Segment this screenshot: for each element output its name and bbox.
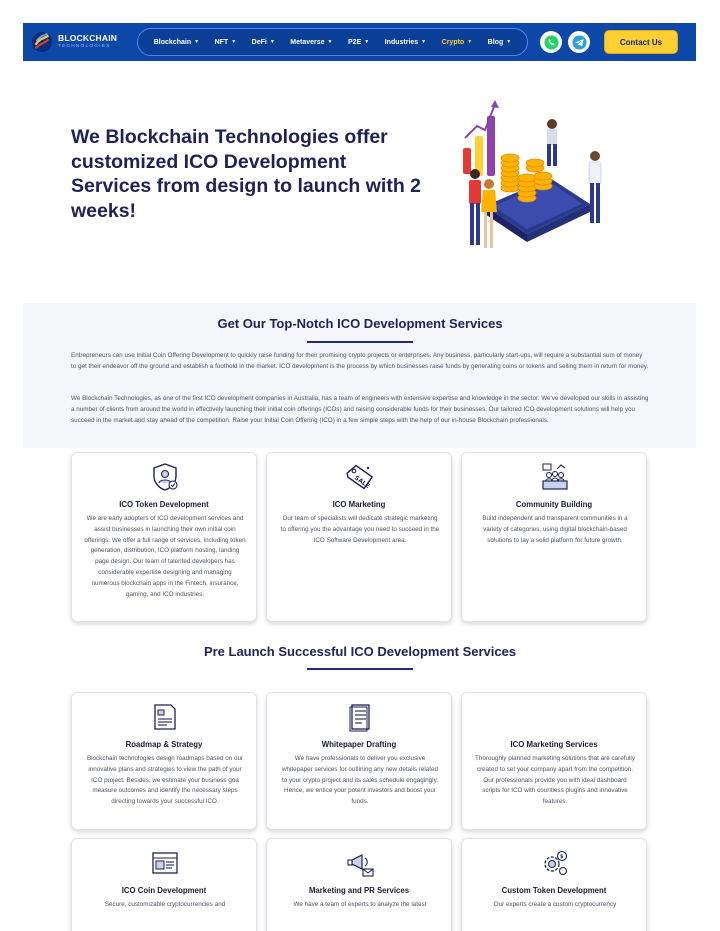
site-logo[interactable] xyxy=(31,31,131,53)
community-icon xyxy=(539,461,571,493)
card-description: Thoroughly planned marketing solutions that are carefully created to set your company apart from the competition. Our professionals provide you with ideal dashboard scripts for ICO with countless plugins and innovative features. xyxy=(475,755,635,806)
card-description: We are early adopters of ICO development services and assist businesses in launching their own initial coin offerings. We offer a full range of services, including token generation, distribution, ICO platform hosting, landing page design. Our team of talented developers has considerable expertise designing and managing numerous blockchain apps in the Fintech, insurance, gaming, and ICO industries. xyxy=(84,515,246,598)
hero-illustration xyxy=(455,96,610,256)
shield-user-icon xyxy=(149,461,181,493)
social-links xyxy=(540,31,590,53)
card-ico-marketing[interactable] xyxy=(266,452,452,622)
megaphone-icon xyxy=(344,847,376,879)
services-company-paragraph: We Blockchain Technologies, as one of the first ICO development companies in Australia, has a team of engineers with extensive expertise and knowledge in the sector. We've developed our skills in assisting a number of clients from around the world in effectively launching their initial coin offerings (ICOs) and raising considerable funds for their businesses. Our tailored ICO development solutions will help you succeed in the market and stay ahead of the competition. Raise your Initial Coin Offering (ICO) in a few simple steps with the help of our in-house Blockchain professionals. xyxy=(71,395,649,424)
card-title: ICO Coin Development xyxy=(121,886,207,895)
sale-tag-icon xyxy=(344,461,376,493)
chevron-down-icon: ▼ xyxy=(364,39,370,45)
card-title: Roadmap & Strategy xyxy=(125,740,203,749)
card-ico-marketing-services[interactable] xyxy=(461,692,647,830)
card-title: ICO Token Development xyxy=(119,500,209,509)
svg-text:SALE: SALE xyxy=(353,474,371,490)
contact-us-button[interactable]: Contact Us xyxy=(604,30,678,54)
nav-item-industries[interactable] xyxy=(385,39,426,46)
card-title: Marketing and PR Services xyxy=(308,886,410,895)
whatsapp-button[interactable] xyxy=(540,31,562,53)
nav-item-metaverse[interactable] xyxy=(290,39,332,46)
card-description: Secure, customizable cryptocurrencies and xyxy=(104,901,226,908)
nav-item-p2e[interactable] xyxy=(348,39,369,46)
prelaunch-heading: Pre Launch Successful ICO Development Services xyxy=(203,644,517,659)
nav-item-blockchain[interactable] xyxy=(154,39,199,46)
chevron-down-icon: ▼ xyxy=(506,39,512,45)
whatsapp-icon xyxy=(544,35,559,50)
chevron-down-icon: ▼ xyxy=(194,39,200,45)
card-marketing-pr-services[interactable] xyxy=(266,838,452,931)
card-title: ICO Marketing xyxy=(332,500,386,509)
nav-label: Blog xyxy=(487,38,504,46)
nav-item-blog[interactable] xyxy=(488,39,512,46)
chevron-down-icon: ▼ xyxy=(467,39,473,45)
telegram-button[interactable] xyxy=(568,31,590,53)
card-description: We have professionals to deliver you exclusive whitepaper services for outlining any new details related to your crypto project and its sales schedule engagingly. Hence, we entice your potent investors and boost your funds. xyxy=(281,755,439,806)
logo-name: BLOCKCHAIN xyxy=(58,33,118,44)
svg-text:$: $ xyxy=(560,854,564,860)
card-custom-token-development[interactable] xyxy=(461,838,647,931)
hero-title: We Blockchain Technologies offer customized ICO Development Services from design to launch with 2 weeks! xyxy=(71,126,422,222)
chevron-down-icon: ▼ xyxy=(231,39,237,45)
telegram-icon xyxy=(572,35,587,50)
logo-icon xyxy=(31,31,53,53)
card-description: Our experts create a custom cryptocurrency xyxy=(493,901,617,908)
card-ico-coin-development[interactable] xyxy=(71,838,257,931)
heading-underline xyxy=(307,668,413,670)
gear-token-icon xyxy=(539,847,571,879)
main-nav xyxy=(137,28,528,56)
nav-label: Metaverse xyxy=(290,38,325,46)
nav-label: NFT xyxy=(214,38,229,46)
chevron-down-icon: ▼ xyxy=(327,39,333,45)
nav-label: P2E xyxy=(348,38,362,46)
logo-subtitle: TECHNOLOGIES xyxy=(58,43,111,49)
card-whitepaper-drafting[interactable] xyxy=(266,692,452,830)
nav-item-defi[interactable] xyxy=(252,39,275,46)
card-description: Build independent and transparent communities in a variety of categories, using digital blockchain-based solutions to lay a solid platform for future growth. xyxy=(482,515,628,544)
chevron-down-icon: ▼ xyxy=(421,39,427,45)
nav-item-crypto[interactable] xyxy=(442,39,473,46)
card-ico-token-development[interactable] xyxy=(71,452,257,622)
chevron-down-icon: ▼ xyxy=(269,39,275,45)
card-title: Whitepaper Drafting xyxy=(321,740,397,749)
card-title: Community Building xyxy=(515,500,593,509)
card-roadmap-strategy[interactable] xyxy=(71,692,257,830)
nav-item-nft[interactable] xyxy=(215,39,237,46)
nav-label: Industries xyxy=(384,38,419,46)
browser-window-icon xyxy=(149,847,181,879)
card-description: We have a team of experts to analyze the latest xyxy=(293,901,427,908)
card-title: ICO Marketing Services xyxy=(510,740,598,749)
nav-label: Crypto xyxy=(441,38,465,46)
card-description: Blockchain technologies design roadmaps based on our innovative plans and strategies to view the path of your ICO project. Besides, we estimate your business goa measure outcomes and identify the necessary steps directing towards your successful ICO. xyxy=(86,755,244,806)
roadmap-icon xyxy=(149,701,181,733)
services-heading: Get Our Top-Notch ICO Development Services xyxy=(217,316,503,331)
nav-label: DeFi xyxy=(251,38,267,46)
card-description: Our team of specialists will dedicate strategic marketing to offering you the advantage you need to succeed in the ICO Software Development area. xyxy=(280,515,440,544)
top-navbar xyxy=(23,23,696,61)
nav-label: Blockchain xyxy=(153,38,192,46)
services-intro-paragraph: Entrepreneurs can use Initial Coin Offering Development to quickly raise funding for their promising crypto projects or enterprises. Any business, particularly start-ups, will require a substantial sum of money to get their endeavor off the ground and establish a foothold in the market. ICO development is the process by which businesses raise funds by generating coins or tokens and selling them in return for money. xyxy=(71,352,649,370)
card-title: Custom Token Development xyxy=(501,886,607,895)
heading-underline xyxy=(307,341,413,343)
card-community-building[interactable] xyxy=(461,452,647,622)
document-icon xyxy=(344,701,376,733)
